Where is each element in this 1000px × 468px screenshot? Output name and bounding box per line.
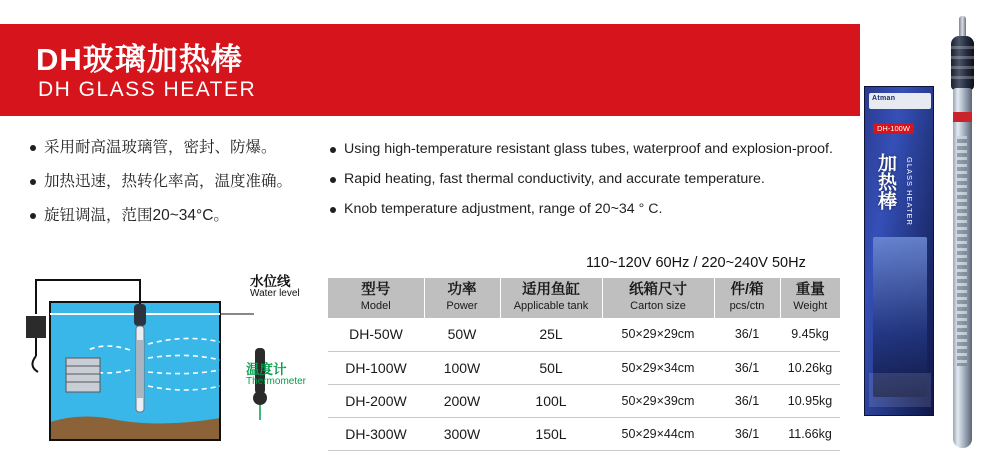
table-header-model bbox=[328, 278, 424, 318]
bullet-icon bbox=[30, 179, 36, 185]
thermometer-label-en: Thermometer bbox=[246, 376, 307, 387]
specification-table bbox=[328, 278, 840, 451]
heater-red-band bbox=[953, 112, 972, 122]
feature-text: 旋钮调温，范围20~34°C。 bbox=[44, 206, 229, 224]
header-label-en: Weight bbox=[793, 299, 828, 312]
feature-text: Using high-temperature resistant glass tubes, waterproof and explosion-proof. bbox=[344, 141, 833, 157]
cell-tank: 100L bbox=[500, 384, 602, 417]
header-banner bbox=[0, 24, 860, 116]
table-row bbox=[328, 417, 840, 450]
cell-weight: 10.26kg bbox=[780, 351, 840, 384]
cell-weight: 11.66kg bbox=[780, 417, 840, 450]
heater-rod-image bbox=[950, 16, 976, 446]
cell-model: DH-300W bbox=[328, 417, 424, 450]
package-bottom-panel bbox=[869, 373, 931, 407]
package-model-badge: DH-100W bbox=[873, 123, 914, 134]
bullet-icon bbox=[330, 177, 336, 183]
feature-text: Rapid heating, fast thermal conductivity, and accurate temperature. bbox=[344, 171, 765, 188]
cell-pcs: 36/1 bbox=[714, 318, 780, 351]
cell-carton: 50×29×34cm bbox=[602, 351, 714, 384]
cell-carton: 50×29×44cm bbox=[602, 417, 714, 450]
table-row bbox=[328, 384, 840, 417]
table-body bbox=[328, 318, 840, 450]
table-header-weight bbox=[780, 278, 840, 318]
table-header-tank bbox=[500, 278, 602, 318]
cell-tank: 50L bbox=[500, 351, 602, 384]
cell-pcs: 36/1 bbox=[714, 384, 780, 417]
header-label-cn: 纸箱尺寸 bbox=[629, 281, 687, 298]
header-label-cn: 件/箱 bbox=[730, 281, 764, 298]
header-label-en: Model bbox=[360, 299, 391, 312]
table-header-carton bbox=[602, 278, 714, 318]
header-label-cn: 适用鱼缸 bbox=[522, 281, 580, 298]
thermometer-label-cn: 温度计 bbox=[246, 362, 287, 377]
table-row bbox=[328, 318, 840, 351]
feature-item bbox=[328, 170, 848, 189]
bullet-icon bbox=[330, 147, 336, 153]
header-label-cn: 型号 bbox=[361, 281, 391, 298]
table-header-power bbox=[424, 278, 500, 318]
cell-pcs: 36/1 bbox=[714, 417, 780, 450]
bullet-icon bbox=[30, 213, 36, 219]
cell-weight: 10.95kg bbox=[780, 384, 840, 417]
header-label-en: pcs/ctn bbox=[729, 299, 765, 312]
page-title: DH玻璃加热棒 bbox=[36, 42, 243, 77]
table-header-pcs bbox=[714, 278, 780, 318]
cell-model: DH-100W bbox=[328, 351, 424, 384]
bullet-icon bbox=[330, 207, 336, 213]
cell-tank: 25L bbox=[500, 318, 602, 351]
feature-text: 加热迅速，热转化率高，温度准确。 bbox=[44, 172, 293, 190]
package-title-en: GLASS HEATER bbox=[905, 157, 914, 226]
header-label-cn: 重量 bbox=[795, 281, 825, 298]
cell-weight: 9.45kg bbox=[780, 318, 840, 351]
cell-carton: 50×29×29cm bbox=[602, 318, 714, 351]
aquarium-illustration bbox=[22, 270, 314, 452]
voltage-note: 110~120V 60Hz / 220~240V 50Hz bbox=[586, 255, 806, 271]
page-subtitle: DH GLASS HEATER bbox=[38, 78, 257, 101]
cell-power: 200W bbox=[424, 384, 500, 417]
cell-carton: 50×29×39cm bbox=[602, 384, 714, 417]
feature-item bbox=[28, 138, 328, 159]
cell-model: DH-200W bbox=[328, 384, 424, 417]
cell-power: 300W bbox=[424, 417, 500, 450]
table-header-row bbox=[328, 278, 840, 318]
package-title-cn: 加热棒 bbox=[874, 153, 896, 210]
cell-model: DH-50W bbox=[328, 318, 424, 351]
water-level-label-cn: 水位线 bbox=[250, 274, 291, 289]
feature-item bbox=[328, 200, 848, 219]
header-label-en: Power bbox=[446, 299, 478, 312]
feature-item bbox=[28, 172, 328, 193]
feature-text: 采用耐高温玻璃管，密封、防爆。 bbox=[44, 139, 277, 156]
header-label-en: Applicable tank bbox=[513, 299, 589, 312]
cell-tank: 150L bbox=[500, 417, 602, 450]
table-header bbox=[328, 278, 840, 318]
heater-knob-cap bbox=[951, 36, 974, 90]
product-photo bbox=[858, 0, 1000, 468]
cell-pcs: 36/1 bbox=[714, 351, 780, 384]
features-english bbox=[328, 140, 848, 231]
cell-power: 100W bbox=[424, 351, 500, 384]
feature-item bbox=[328, 140, 848, 159]
brand-logo: Atman bbox=[872, 95, 896, 102]
bullet-icon bbox=[30, 145, 36, 151]
heater-coil bbox=[957, 136, 967, 366]
header-label-cn: 功率 bbox=[447, 281, 477, 298]
feature-item bbox=[28, 206, 328, 227]
water-level-label-en: Water level bbox=[250, 288, 300, 299]
product-package-box bbox=[864, 86, 934, 416]
heater-tip bbox=[959, 16, 966, 38]
features-chinese bbox=[28, 138, 328, 240]
table-row bbox=[328, 351, 840, 384]
header-label-en: Carton size bbox=[630, 299, 686, 312]
cell-power: 50W bbox=[424, 318, 500, 351]
feature-text: Knob temperature adjustment, range of 20~34 ° C. bbox=[344, 201, 663, 218]
